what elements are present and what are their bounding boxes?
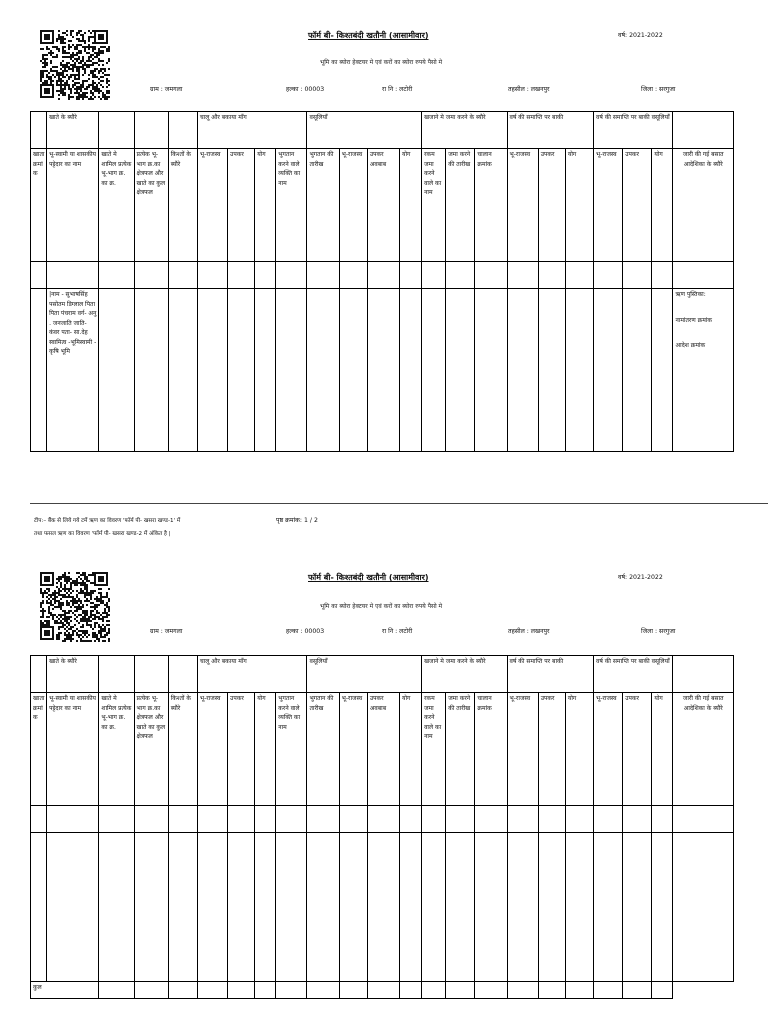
group-header-khajane: खजाने मे जमा करने के ब्यौरे	[422, 656, 507, 693]
col-header: रकम जमा करने वाले का नाम	[422, 693, 446, 806]
col-header: चालान क्रमांक	[475, 149, 507, 262]
col-header: भू-राजस्व	[339, 693, 367, 806]
col-header: योग	[565, 149, 593, 262]
col-header: भुगतान करने वाले व्यक्ति का नाम	[276, 149, 307, 262]
col-header: योग	[255, 149, 276, 262]
col-header: उपकर	[228, 149, 255, 262]
col-header: खाता क्रमां क	[31, 149, 47, 262]
col-header: भू-राजस्व	[507, 693, 538, 806]
col-header: उपकर अवबाब	[367, 149, 399, 262]
col-header: रकम जमा करने वाले का नाम	[422, 149, 446, 262]
loan-book-label: ऋण पुस्तिका:	[675, 291, 706, 298]
col-header: चालान क्रमांक	[475, 693, 507, 806]
column-header-row	[31, 149, 734, 262]
col-header: योग	[565, 693, 593, 806]
col-header: उपकर	[538, 149, 565, 262]
group-header-varsh-vasuli: वर्ष की समाप्ति पर बाकी वसूलियाँ	[594, 112, 673, 149]
page-number: पृष्ठ क्रमांक: 1 / 2	[276, 517, 318, 524]
year-label: वर्ष: 2021-2022	[618, 32, 663, 39]
tehsil-label: तहसील : लखनपुर	[508, 86, 550, 93]
form-subtitle: भूमि का ब्योरा हेक्टयर मे एवं करों का ब्योरा रुपये पैसो मे	[320, 603, 443, 610]
total-row	[31, 982, 734, 999]
col-header: योग	[399, 149, 421, 262]
gram-label: ग्राम : जमगला	[150, 628, 183, 635]
col-header: भू-राजस्व	[507, 149, 538, 262]
form-title: फॉर्म बी- किश्तबंदी खतौनी (आसामीवार)	[308, 573, 429, 582]
table-row	[31, 262, 734, 289]
col-header: जमा करने की तारीख	[446, 693, 475, 806]
khatauni-table-1	[30, 111, 734, 452]
col-header: भू-राजस्व	[594, 149, 623, 262]
col-header: भू-राजस्व	[197, 693, 227, 806]
column-header-row	[31, 693, 734, 806]
col-header: प्रत्येक भू-भाग क्र.का क्षेत्रफल और खाते का कुल क्षेत्रफल	[134, 149, 168, 262]
halka-label: हल्का : 00003	[286, 628, 325, 635]
mutation-number-label: नामांतरण क्रमांक	[675, 316, 712, 324]
col-header: योग	[399, 693, 421, 806]
col-header: किश्तों के ब्यौरे	[168, 149, 197, 262]
form-subtitle: भूमि का ब्योरा हेक्टयर मे एवं करों का ब्योरा रुपये पैसो मे	[320, 59, 443, 66]
remarks-cell	[673, 289, 734, 452]
col-header: उपकर	[228, 693, 255, 806]
qr-code-icon	[40, 30, 110, 100]
col-header: भुगतान की तारीख	[307, 693, 339, 806]
khatauni-table-2	[30, 655, 734, 999]
note-line-2: तथा फसल ऋण का विवरण 'फॉर्म पी- खसरा खण्ड-2 में अंकित है |	[34, 531, 171, 537]
group-header-varsh-vasuli: वर्ष की समाप्ति पर बाकी वसूलियाँ	[594, 656, 673, 693]
group-header-chalu: चालू और बकाया माँग	[197, 656, 307, 693]
group-header-varsh-baki: वर्ष की समाप्ति पर बाकी	[507, 656, 594, 693]
group-header-vasuli: वसूलियाँ	[307, 112, 422, 149]
col-header: जारी की गई बसात आदेशिका के ब्यौरे	[673, 693, 734, 806]
table-row	[31, 806, 734, 833]
group-header-chalu: चालू और बकाया माँग	[197, 112, 307, 149]
col-header: किश्तों के ब्यौरे	[168, 693, 197, 806]
col-header: खाते मे शामिल प्रत्येक भू-भाग क्र. का क्र.	[99, 149, 134, 262]
page-divider	[30, 503, 768, 504]
group-header-varsh-baki: वर्ष की समाप्ति पर बाकी	[507, 112, 594, 149]
table-row	[31, 833, 734, 982]
col-header: भुगतान की तारीख	[307, 149, 339, 262]
qr-code-icon	[40, 572, 110, 642]
col-header: उपकर	[623, 149, 652, 262]
note-line-1: टीप:– बैंक से लिये गये टमें ऋण का विवरण 'फॉर्म पी- खसरा खण्ड-1' में	[34, 518, 181, 524]
year-label: वर्ष: 2021-2022	[618, 574, 663, 581]
ra-ni-label: रा नि : लटोरी	[382, 628, 413, 635]
total-label: कुल	[31, 982, 99, 999]
col-header: जारी की गई बसात आदेशिका के ब्यौरे	[673, 149, 734, 262]
halka-label: हल्का : 00003	[286, 86, 325, 93]
col-header: खाता क्रमां क	[31, 693, 47, 806]
col-header: भुगतान करने वाले व्यक्ति का नाम	[276, 693, 307, 806]
col-header: उपकर	[623, 693, 652, 806]
col-header: भू-स्वामी या शासकीय पट्टेदार का नाम	[47, 149, 99, 262]
col-header: भू-राजस्व	[594, 693, 623, 806]
col-header: योग	[652, 149, 673, 262]
order-number-label: आदेश क्रमांक	[675, 342, 706, 349]
col-header: योग	[652, 693, 673, 806]
group-header-khate: खाते के ब्यौरे	[47, 656, 99, 693]
group-header-khajane: खजाने मे जमा करने के ब्यौरे	[422, 112, 507, 149]
col-header: प्रत्येक भू-भाग क्र.का क्षेत्रफल और खाते का कुल क्षेत्रफल	[134, 693, 168, 806]
tehsil-label: तहसील : लखनपुर	[508, 628, 550, 635]
owner-details: |नाम - सुभाषसिंह पसोतम डिग्लाल पिता पिता पंचराम वर्ग- अनु . जनजाति जाति- कंवर पता- सा.देह स्वामित्व -भूमिस्वामी - कृषि भूमि	[47, 289, 99, 452]
col-header: योग	[255, 693, 276, 806]
col-header: भू-राजस्व	[197, 149, 227, 262]
group-header-khate: खाते के ब्यौरे	[47, 112, 99, 149]
table-row	[31, 289, 734, 452]
col-header: भू-राजस्व	[339, 149, 367, 262]
zila-label: जिला : सरगुजा	[641, 628, 676, 635]
col-header: भू-स्वामी या शासकीय पट्टेदार का नाम	[47, 693, 99, 806]
col-header: उपकर अवबाब	[367, 693, 399, 806]
gram-label: ग्राम : जमगला	[150, 86, 183, 93]
col-header: उपकर	[538, 693, 565, 806]
col-header: खाते मे शामिल प्रत्येक भू-भाग क्र. का क्र.	[99, 693, 134, 806]
col-header: जमा करने की तारीख	[446, 149, 475, 262]
ra-ni-label: रा नि : लटोरी	[382, 86, 413, 93]
group-header-vasuli: वसूलियाँ	[307, 656, 422, 693]
zila-label: जिला : सरगुजा	[641, 86, 676, 93]
form-title: फॉर्म बी- किश्तबंदी खतौनी (आसामीवार)	[308, 31, 429, 40]
